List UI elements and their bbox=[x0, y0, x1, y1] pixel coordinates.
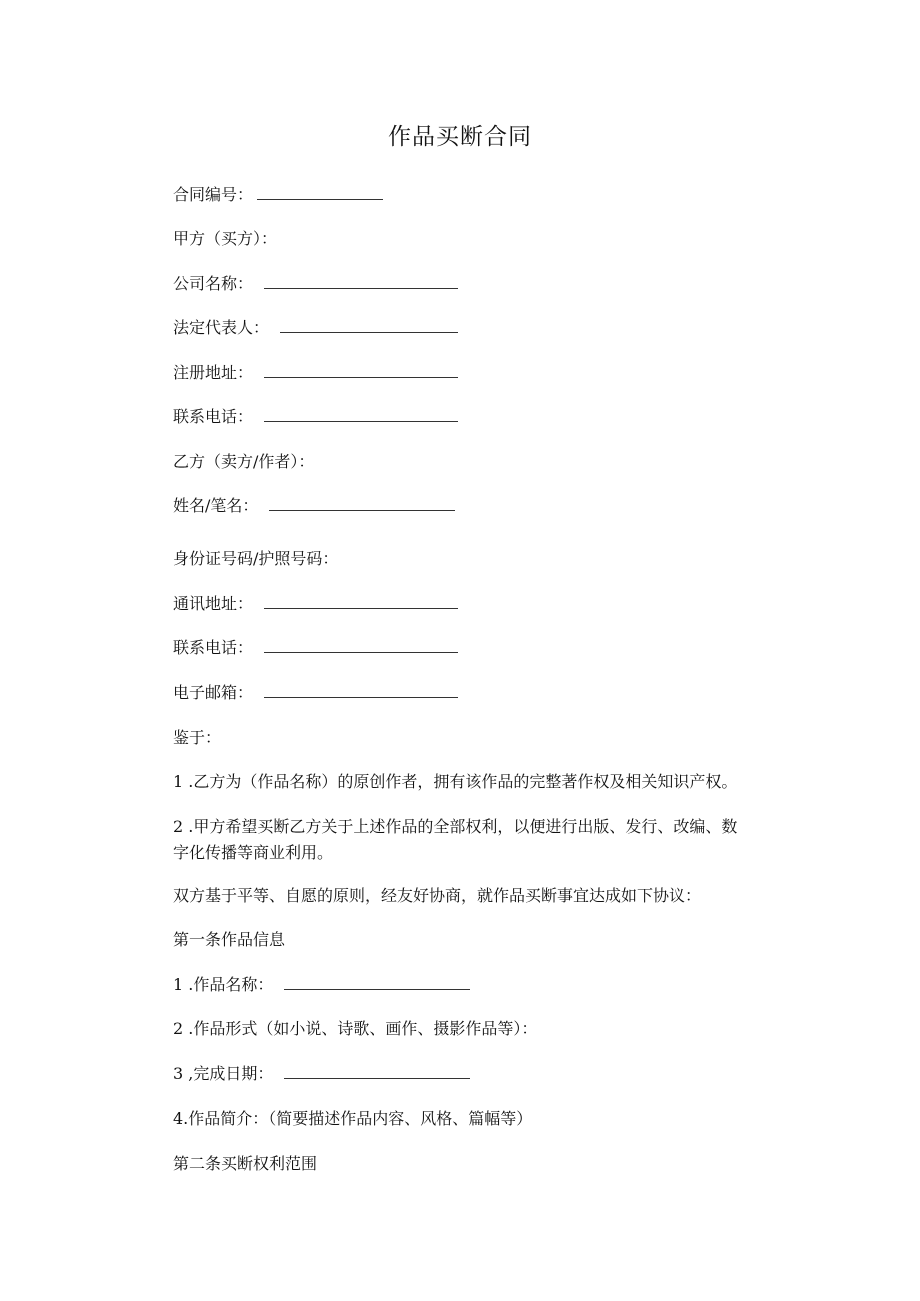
legal-rep-row bbox=[173, 316, 458, 340]
party-b-phone-row bbox=[173, 636, 458, 660]
id-number-label: 身份证号码/护照号码： bbox=[173, 549, 339, 568]
completion-date-row bbox=[173, 1062, 470, 1086]
work-name-blank bbox=[284, 975, 470, 990]
mailing-address-blank bbox=[264, 594, 458, 609]
whereas-item-1: 1 .乙方为（作品名称）的原创作者，拥有该作品的完整著作权及相关知识产权。 bbox=[173, 772, 738, 791]
company-name-label: 公司名称： bbox=[173, 274, 254, 293]
legal-rep-blank bbox=[280, 318, 458, 333]
agreement-intro: 双方基于平等、自愿的原则，经友好协商，就作品买断事宜达成如下协议： bbox=[173, 886, 702, 905]
party-b-heading: 乙方（卖方/作者）： bbox=[173, 452, 315, 471]
party-a-phone-blank bbox=[264, 407, 458, 422]
legal-rep-label: 法定代表人： bbox=[173, 318, 270, 337]
whereas-label: 鉴于： bbox=[173, 728, 222, 747]
party-a-phone-row bbox=[173, 405, 458, 429]
completion-date-blank bbox=[284, 1064, 470, 1079]
work-form-label: 2 .作品形式（如小说、诗歌、画作、摄影作品等）： bbox=[173, 1019, 538, 1038]
party-b-phone-blank bbox=[264, 638, 458, 653]
email-label: 电子邮箱： bbox=[173, 683, 254, 702]
mailing-address-label: 通讯地址： bbox=[173, 594, 254, 613]
party-a-heading: 甲方（买方）： bbox=[173, 229, 278, 248]
contract-number-blank bbox=[257, 185, 383, 200]
contract-number-label: 合同编号： bbox=[173, 185, 254, 204]
email-row bbox=[173, 681, 458, 705]
work-name-label: 1 .作品名称： bbox=[173, 975, 274, 994]
document-title: 作品买断合同 bbox=[388, 124, 532, 150]
mailing-address-row bbox=[173, 592, 458, 616]
pen-name-blank bbox=[269, 496, 455, 511]
registered-address-blank bbox=[264, 363, 458, 378]
company-name-blank bbox=[264, 274, 458, 289]
company-name-row bbox=[173, 272, 458, 296]
party-a-phone-label: 联系电话： bbox=[173, 407, 254, 426]
pen-name-label: 姓名/笔名： bbox=[173, 496, 259, 515]
work-name-row bbox=[173, 973, 470, 997]
pen-name-row bbox=[173, 494, 455, 518]
email-blank bbox=[264, 683, 458, 698]
whereas-item-2-line-2: 字化传播等商业利用。 bbox=[173, 843, 334, 862]
registered-address-label: 注册地址： bbox=[173, 363, 254, 382]
registered-address-row bbox=[173, 361, 458, 385]
work-summary-label: 4.作品简介：（简要描述作品内容、风格、篇幅等） bbox=[173, 1109, 533, 1128]
article-1-heading: 第一条作品信息 bbox=[173, 930, 286, 949]
whereas-item-2-line-1: 2 .甲方希望买断乙方关于上述作品的全部权利，以便进行出版、发行、改编、数 bbox=[173, 817, 738, 836]
party-b-phone-label: 联系电话： bbox=[173, 638, 254, 657]
article-2-heading: 第二条买断权利范围 bbox=[173, 1154, 318, 1173]
contract-number-row bbox=[173, 183, 383, 207]
completion-date-label: 3 ,完成日期： bbox=[173, 1064, 274, 1083]
